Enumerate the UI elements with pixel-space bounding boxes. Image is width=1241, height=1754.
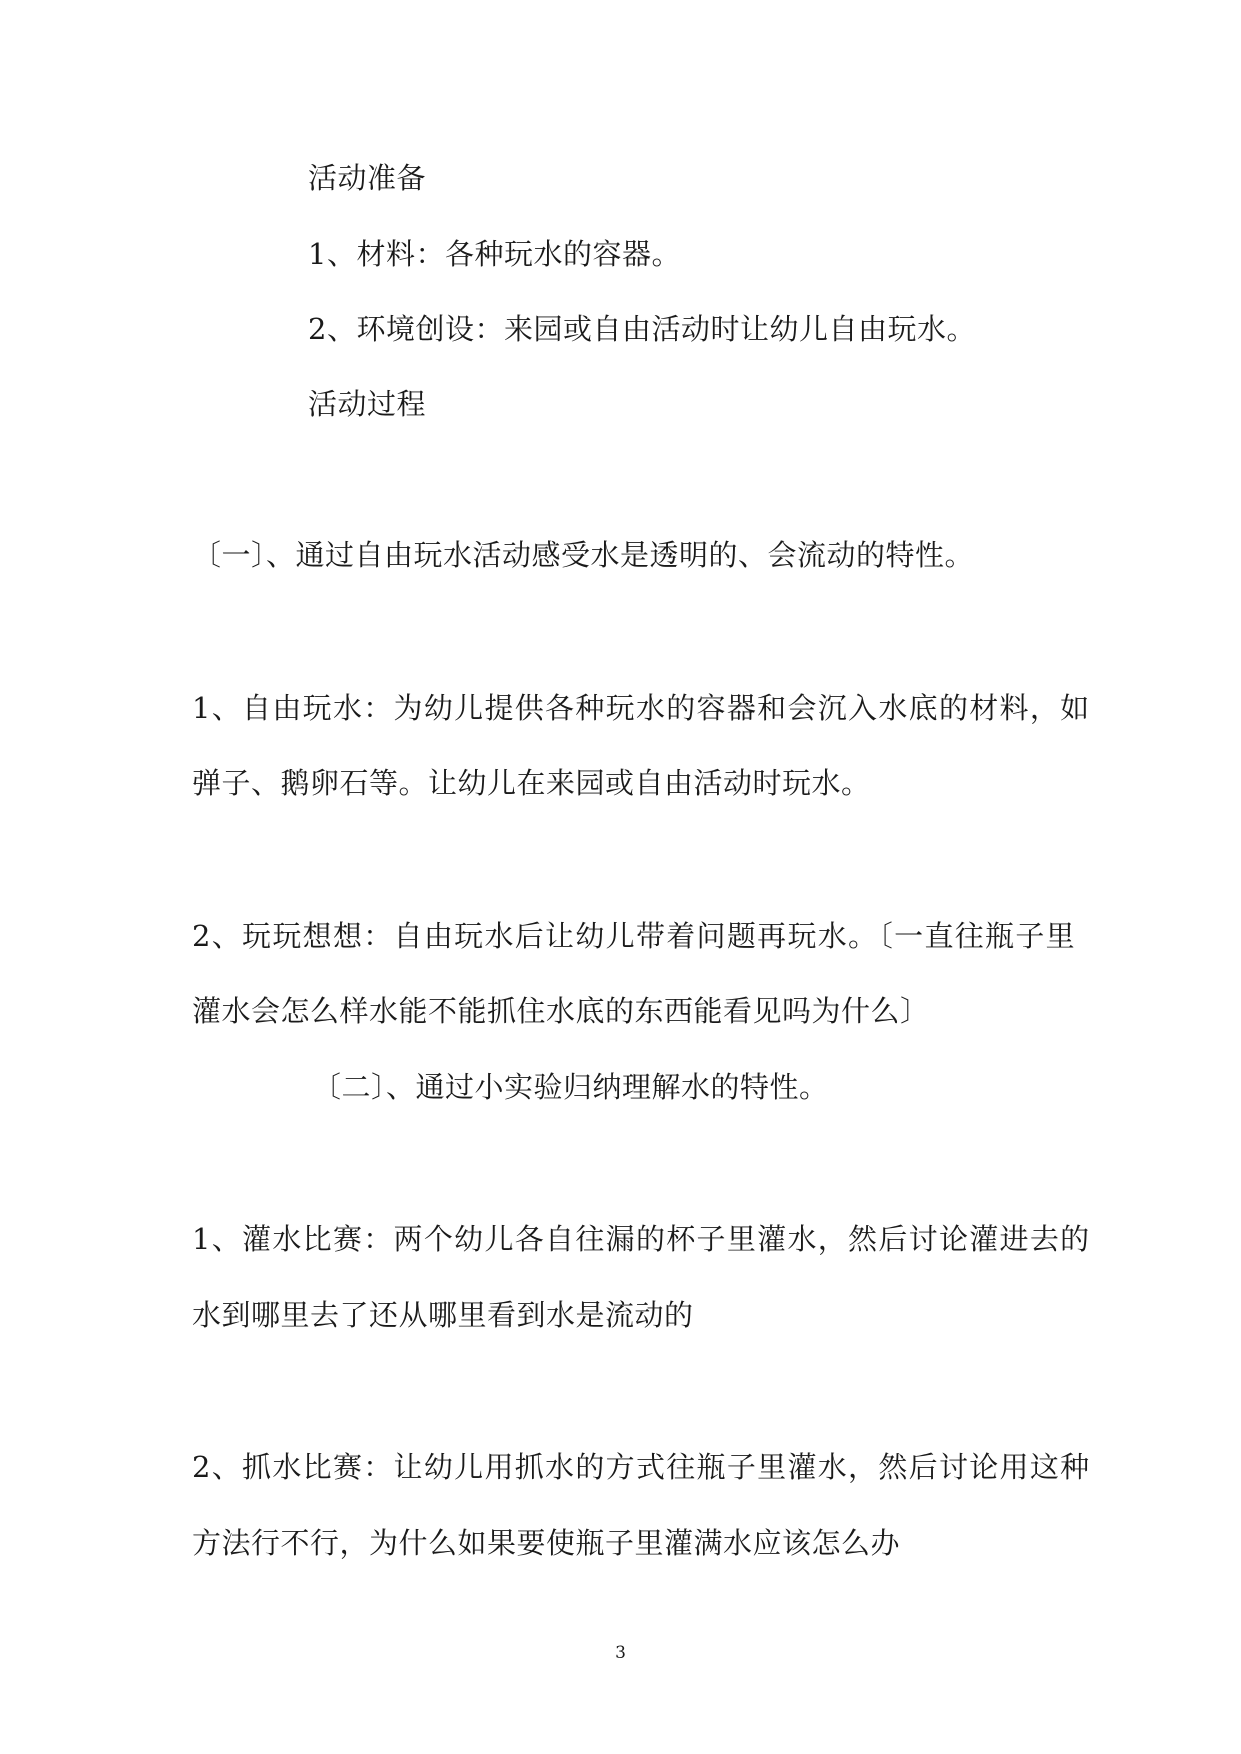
paragraph-line: 水到哪里去了还从哪里看到水是流动的	[192, 1298, 694, 1332]
paragraph-line: 2、抓水比赛：让幼儿用抓水的方式往瓶子里灌水，然后讨论用这种	[192, 1450, 1091, 1484]
paragraph-line: 弹子、鹅卵石等。让幼儿在来园或自由活动时玩水。	[192, 766, 871, 800]
paragraph-line: 2、玩玩想想：自由玩水后让幼儿带着问题再玩水。〔一直往瓶子里	[192, 919, 1076, 953]
heading-activity-process: 活动过程	[308, 387, 427, 421]
paragraph-line: 1、自由玩水：为幼儿提供各种玩水的容器和会沉入水底的材料，如	[192, 691, 1091, 725]
paragraph-line: 方法行不行，为什么如果要使瓶子里灌满水应该怎么办	[192, 1526, 901, 1560]
heading-activity-preparation: 活动准备	[308, 161, 427, 195]
preparation-item-materials: 1、材料：各种玩水的容器。	[308, 237, 681, 271]
section-heading-one: 〔一〕、通过自由玩水活动感受水是透明的、会流动的特性。	[192, 538, 975, 572]
paragraph-line: 灌水会怎么样水能不能抓住水底的东西能看见吗为什么〕	[192, 994, 930, 1028]
paragraph-line: 1、灌水比赛：两个幼儿各自往漏的杯子里灌水，然后讨论灌进去的	[192, 1222, 1091, 1256]
page-number: 3	[615, 1643, 626, 1663]
section-heading-two: 〔二〕、通过小实验归纳理解水的特性。	[312, 1070, 829, 1104]
preparation-item-environment: 2、环境创设：来园或自由活动时让幼儿自由玩水。	[308, 312, 976, 346]
